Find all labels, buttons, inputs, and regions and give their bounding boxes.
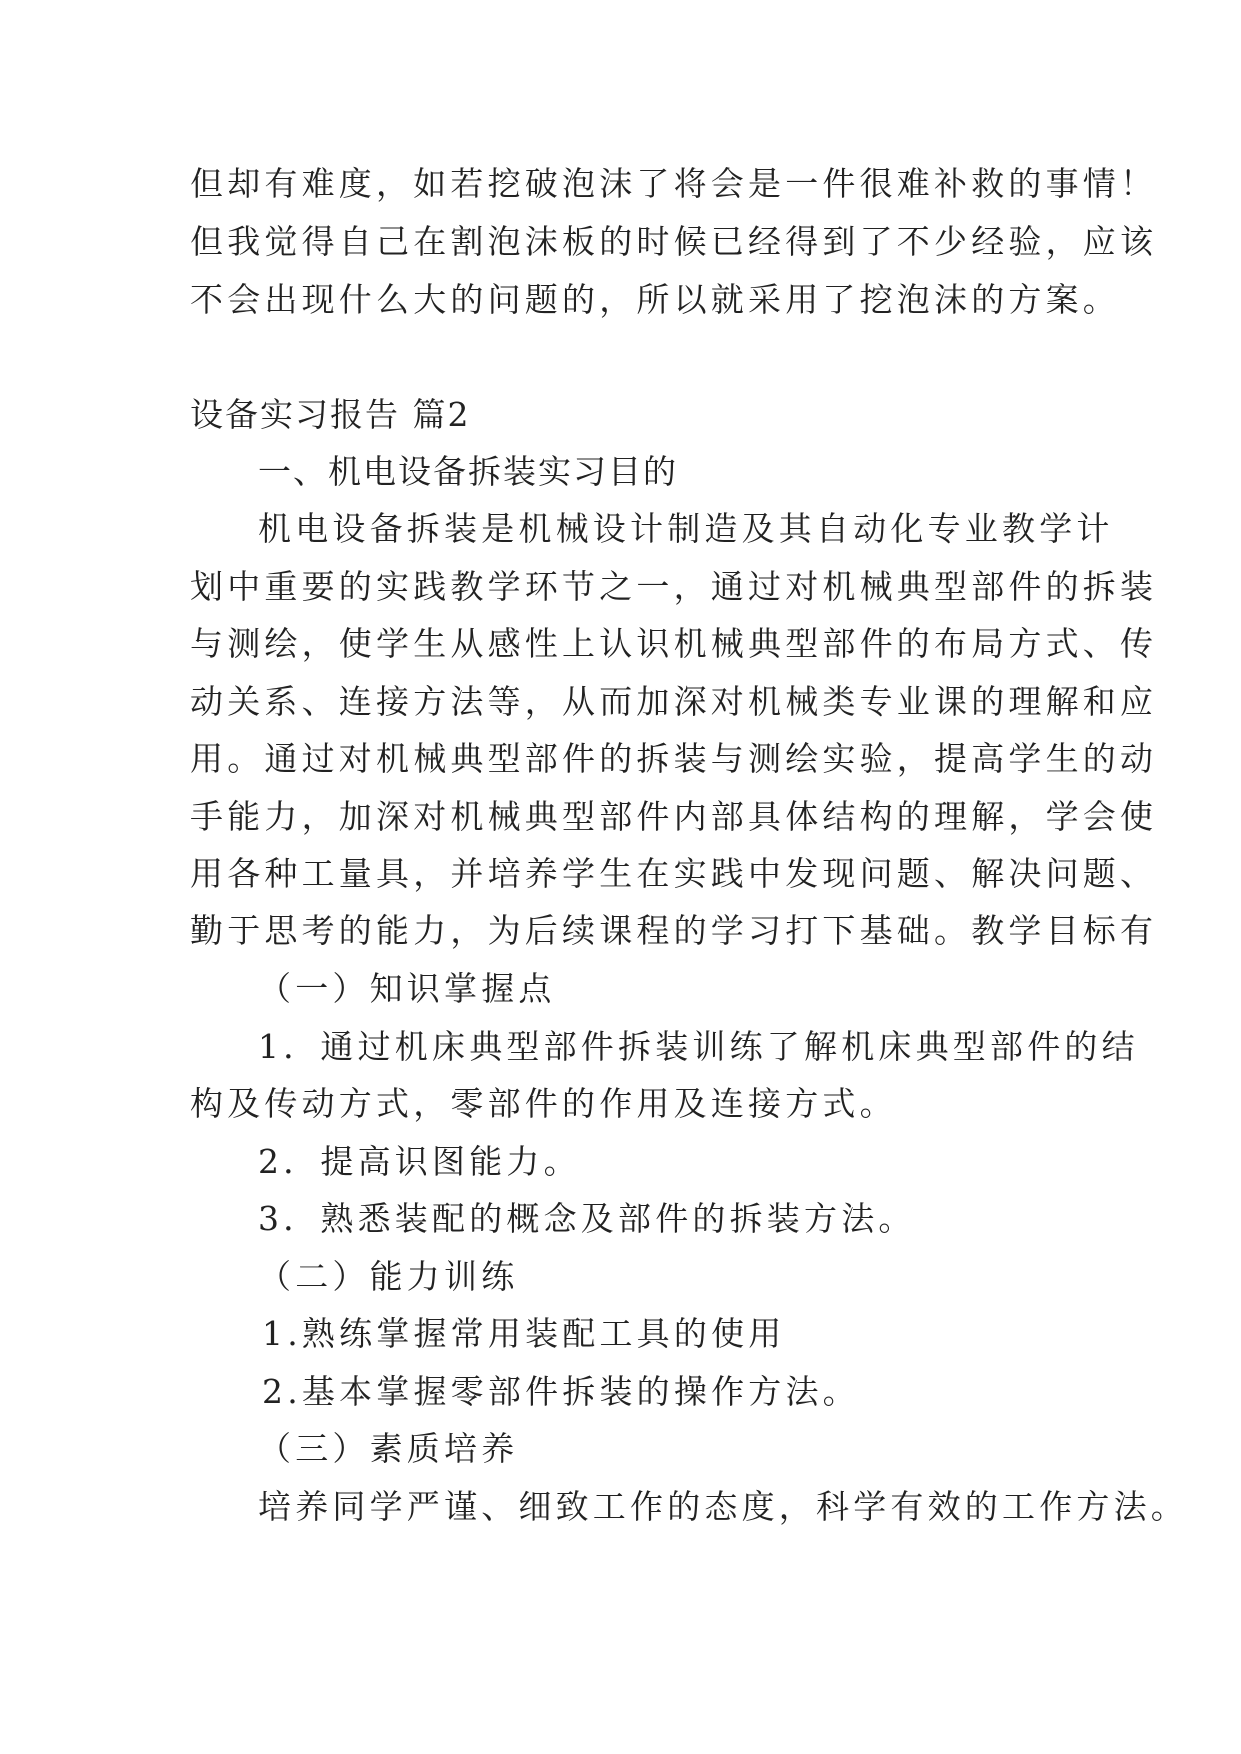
paragraph-line: 勤于思考的能力，为后续课程的学习打下基础。教学目标有 [190, 911, 1158, 950]
paragraph-line: 划中重要的实践教学环节之一，通过对机械典型部件的拆装 [190, 567, 1158, 606]
section-title: 设备实习报告 篇2 [190, 395, 471, 434]
list-item: 2．提高识图能力。 [258, 1142, 581, 1181]
paragraph-line: 动关系、连接方法等，从而加深对机械类专业课的理解和应 [190, 682, 1158, 721]
paragraph-line: 机电设备拆装是机械设计制造及其自动化专业教学计 [258, 509, 1114, 548]
paragraph-line: 但却有难度，如若挖破泡沫了将会是一件很难补救的事情！ [190, 164, 1158, 203]
paragraph-line: 用各种工量具，并培养学生在实践中发现问题、解决问题、 [190, 854, 1158, 893]
paragraph-line: 但我觉得自己在割泡沫板的时候已经得到了不少经验，应该 [190, 222, 1158, 261]
subsection-heading: （一）知识掌握点 [258, 969, 556, 1008]
paragraph-line: 用。通过对机械典型部件的拆装与测绘实验，提高学生的动 [190, 739, 1158, 778]
paragraph-line: 培养同学严谨、细致工作的态度，科学有效的工作方法。 [258, 1487, 1188, 1526]
paragraph-line: 与测绘，使学生从感性上认识机械典型部件的布局方式、传 [190, 624, 1158, 663]
list-item: 3．熟悉装配的概念及部件的拆装方法。 [258, 1199, 916, 1238]
subsection-heading: 一、机电设备拆装实习目的 [258, 452, 678, 491]
list-item: 1.熟练掌握常用装配工具的使用 [262, 1314, 786, 1353]
subsection-heading: （三）素质培养 [258, 1429, 519, 1468]
list-item-continuation: 构及传动方式，零部件的作用及连接方式。 [190, 1084, 897, 1123]
paragraph-line: 不会出现什么大的问题的，所以就采用了挖泡沫的方案。 [190, 280, 1120, 319]
list-item: 2.基本掌握零部件拆装的操作方法。 [262, 1372, 860, 1411]
list-item: 1．通过机床典型部件拆装训练了解机床典型部件的结 [258, 1027, 1139, 1066]
subsection-heading: （二）能力训练 [258, 1257, 519, 1296]
paragraph-line: 手能力，加深对机械典型部件内部具体结构的理解，学会使 [190, 797, 1158, 836]
